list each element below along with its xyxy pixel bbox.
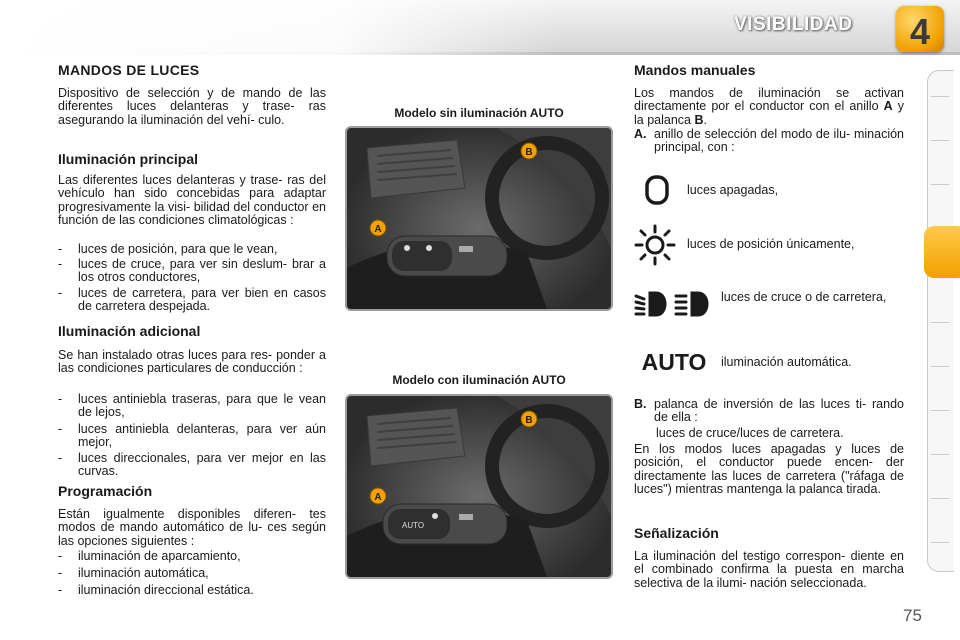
chapter-badge — [896, 6, 944, 52]
item-b-subtext: luces de cruce/luces de carretera. — [656, 426, 844, 440]
list-item-text: luces direccionales, para ver mejor en las curvas. — [78, 451, 326, 479]
tab-divider — [931, 96, 949, 97]
list-item-text: luces de carretera, para ver bien en casos de carretera despejada. — [78, 286, 326, 314]
icon-label-off: luces apagadas, — [687, 183, 779, 197]
list-dash: - — [58, 566, 63, 580]
list-item — [58, 584, 326, 597]
adicional-paragraph: Se han instalado otras luces para res- ponder a las condiciones particulares de conducción : — [58, 348, 326, 376]
auto-icon-text: AUTO — [641, 349, 707, 374]
tab-divider — [931, 410, 949, 411]
callout-a: A — [374, 492, 382, 503]
callout-b: B — [525, 147, 533, 158]
list-item — [58, 452, 326, 479]
heading-programacion: Programación — [58, 483, 153, 499]
heading-mandos-manuales: Mandos manuales — [634, 62, 756, 78]
intro-text: Los mandos de iluminación se activan directamente por el conductor con el anillo — [634, 86, 904, 114]
tab-divider — [931, 366, 949, 367]
stalk-illustration — [347, 396, 611, 577]
heading-adicional: Iluminación adicional — [58, 323, 201, 339]
list-dash: - — [58, 286, 63, 300]
list-dash: - — [58, 257, 63, 271]
list-item-text: luces antiniebla delanteras, para ver aún mejor, — [78, 422, 326, 450]
item-b-label: B. — [634, 397, 647, 411]
auto-lighting-icon — [634, 348, 714, 374]
list-item-text: luces de cruce, para ver sin deslum- brar a los otros conductores, — [78, 257, 326, 285]
list-dash: - — [58, 583, 63, 597]
heading-senalizacion: Señalización — [634, 525, 719, 541]
list-item — [58, 287, 326, 314]
intro-text: . — [703, 112, 707, 127]
list-dash: - — [58, 451, 63, 465]
list-dash: - — [58, 392, 63, 406]
callout-a: A — [374, 224, 382, 235]
tab-divider — [931, 322, 949, 323]
item-a-text: anillo de selección del modo de ilu- minación principal, con : — [654, 127, 904, 155]
chapter-number: 4 — [909, 11, 931, 52]
list-dash: - — [58, 422, 63, 436]
photo-stalk-without-auto — [345, 126, 613, 311]
intro-text: y la palanca — [634, 99, 904, 127]
heading-principal: Iluminación principal — [58, 151, 199, 167]
ring-auto-label: AUTO — [402, 521, 425, 530]
icon-label-dipped-main: luces de cruce o de carretera, — [721, 290, 887, 304]
intro-paragraph: Dispositivo de selección y de mando de las diferentes luces delanteras y trase- ras asegurando la iluminación del vehí- culo. — [58, 86, 326, 127]
icon-label-position: luces de posición únicamente, — [687, 237, 855, 251]
intro-lever-ref: B — [694, 112, 704, 127]
list-item — [58, 393, 326, 420]
position-lights-icon — [634, 224, 676, 266]
section-title-mandos: MANDOS DE LUCES — [58, 62, 200, 78]
photo-stalk-with-auto — [345, 394, 613, 579]
icon-label-auto: iluminación automática. — [721, 355, 852, 369]
flash-paragraph: En los modos luces apagadas y luces de posición, el conductor puede encen- der directamente las luces de carretera ("ráfaga de luces") mientras mantenga la palanca tirada. — [634, 442, 904, 497]
list-dash: - — [58, 242, 63, 256]
tab-divider — [931, 184, 949, 185]
programacion-paragraph: Están igualmente disponibles diferen- tes modos de mando automático de lu- ces según las opciones siguientes : — [58, 507, 326, 548]
item-b-text: palanca de inversión de las luces ti- rando de ella : — [654, 397, 904, 425]
tab-divider — [931, 454, 949, 455]
list-item-text: iluminación automática, — [78, 566, 209, 580]
tab-divider — [931, 498, 949, 499]
caption-with-auto: Modelo con iluminación AUTO — [392, 373, 566, 387]
item-a — [634, 128, 904, 155]
list-dash: - — [58, 549, 63, 563]
tab-divider — [931, 542, 949, 543]
stalk-illustration — [347, 128, 611, 309]
chapter-tab-strip — [927, 70, 954, 572]
caption-without-auto: Modelo sin iluminación AUTO — [394, 106, 564, 120]
list-item-text: iluminación de aparcamiento, — [78, 549, 241, 563]
chapter-tab-active[interactable] — [924, 226, 960, 278]
header-fade — [0, 0, 560, 55]
ring-off-icon — [645, 175, 669, 205]
item-b — [634, 398, 904, 425]
list-item — [58, 243, 326, 256]
senalizacion-paragraph: La iluminación del testigo correspon- diente en el combinado confirma la puesta en marcha selectiva de la ilumi- nación seleccionada. — [634, 549, 904, 590]
item-a-label: A. — [634, 127, 647, 141]
callout-b: B — [525, 415, 533, 426]
list-item — [58, 423, 326, 450]
list-item — [58, 258, 326, 285]
list-item — [58, 550, 326, 563]
intro-ring-ref: A — [883, 99, 893, 114]
page-number: 75 — [903, 606, 922, 625]
tab-divider — [931, 140, 949, 141]
principal-paragraph: Las diferentes luces delanteras y trase- ras del vehículo han sido concebidas para adaptar progresivamente la visi- bilidad del conductor en función de las condiciones climatológicas : — [58, 173, 326, 228]
list-item-text: luces de posición, para que le vean, — [78, 242, 278, 256]
list-item-text: iluminación direccional estática. — [78, 583, 254, 597]
list-item — [58, 567, 326, 580]
dipped-main-beam-icon — [634, 290, 714, 318]
manual-intro-paragraph — [634, 87, 904, 127]
chapter-title: VISIBILIDAD — [734, 14, 853, 35]
list-item-text: luces antiniebla traseras, para que le vean de lejos, — [78, 392, 326, 420]
